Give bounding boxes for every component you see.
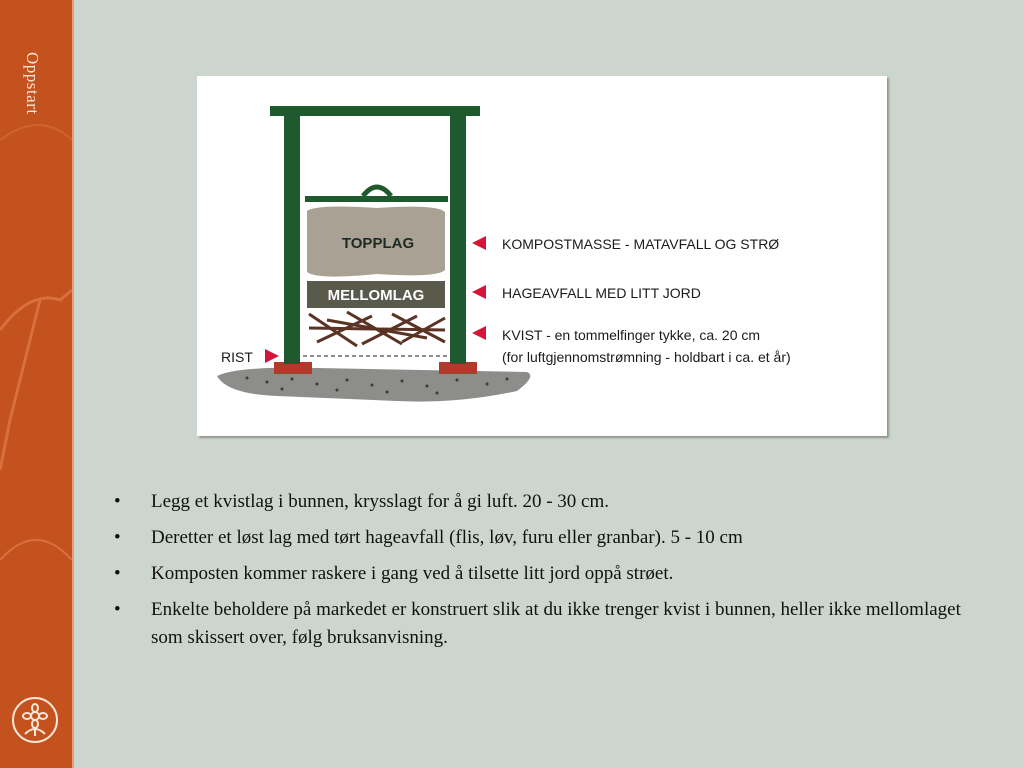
sidebar-title: Oppstart — [23, 52, 42, 115]
annotation-twigs: KVIST - en tommelfinger tykke, ca. 20 cm — [502, 327, 761, 343]
bullet-item — [114, 560, 974, 588]
arrow-twigs-icon — [472, 326, 486, 340]
frame-left-post — [284, 116, 300, 364]
frame-right-post — [450, 116, 466, 364]
bullet-marker: • — [114, 599, 121, 620]
bullet-marker: • — [114, 563, 121, 584]
bullet-item — [114, 524, 974, 552]
bullet-list — [114, 488, 974, 660]
arrow-top-icon — [472, 236, 486, 250]
bullet-marker: • — [114, 527, 121, 548]
annotation-middle: HAGEAVFALL MED LITT JORD — [502, 285, 701, 301]
bullet-marker: • — [114, 491, 121, 512]
compost-diagram-svg — [197, 76, 887, 436]
annotation-twigs-note: (for luftgjennomstrømning - holdbart i ca. et år) — [502, 349, 791, 365]
bullet-text: Komposten kommer raskere i gang ved å tilsette litt jord oppå strøet. — [151, 563, 674, 584]
grate-label: RIST — [221, 349, 253, 365]
bullet-text: Legg et kvistlag i bunnen, krysslagt for å gi luft. 20 - 30 cm. — [151, 491, 610, 512]
twig-layer — [309, 312, 445, 346]
sidebar — [0, 0, 72, 768]
top-layer-label: TOPPLAG — [341, 235, 415, 252]
sidebar-divider — [72, 0, 74, 768]
middle-layer-label: MELLOMLAG — [327, 287, 425, 304]
arrow-middle-icon — [472, 285, 486, 299]
bullet-text: Enkelte beholdere på markedet er konstruert slik at du ikke trenger kvist i bunnen, heller ikke mellomlaget som skissert over, følg bruksanvisning. — [151, 599, 961, 648]
bullet-item — [114, 488, 974, 516]
flower-logo-icon — [11, 696, 59, 744]
lid-handle-icon — [363, 187, 391, 196]
compost-diagram — [197, 76, 887, 436]
bullet-item — [114, 596, 974, 652]
annotation-top: KOMPOSTMASSE - MATAVFALL OG STRØ — [502, 236, 780, 252]
lid — [305, 196, 448, 202]
sidebar-texture — [0, 0, 72, 768]
frame-top-beam — [270, 106, 480, 116]
bullet-text: Deretter et løst lag med tørt hageavfall (flis, løv, furu eller granbar). 5 - 10 cm — [151, 527, 743, 548]
ground — [217, 368, 530, 402]
arrow-grate-icon — [265, 349, 279, 363]
